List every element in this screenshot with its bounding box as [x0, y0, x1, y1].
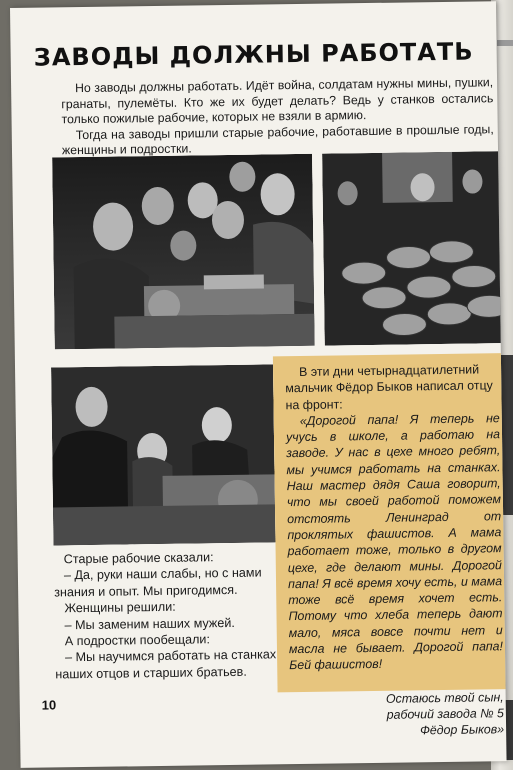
- signature-line: Фёдор Быков»: [419, 722, 505, 738]
- intro-paragraph-2: Тогда на заводы пришли старые рабочие, работавшие в прошлые годы, женщины и подростки.: [61, 121, 494, 158]
- dialogue-line: А подростки пообещали:: [64, 632, 210, 649]
- dialogue-line: – Мы научимся работать на станках наших отцов и старших братьев.: [55, 647, 277, 682]
- letter-signature: [290, 689, 505, 741]
- dialogue-line: Старые рабочие сказали:: [63, 550, 214, 567]
- dialogue-line: – Да, руки наши слабы, но с нами знания и опыт. Мы пригодимся.: [54, 565, 262, 600]
- signature-line: рабочий завода № 5: [386, 706, 504, 722]
- page-number: 10: [41, 697, 57, 713]
- intro-paragraph-1: Но заводы должны работать. Идёт война, солдатам нужны мины, пушки, гранаты, пулемёты. Кто же их будет делать? Ведь у станков остались только пожилые рабочие, которых не взяли в армию.: [61, 75, 494, 127]
- page-title: ЗАВОДЫ ДОЛЖНЫ РАБОТАТЬ: [33, 37, 474, 72]
- intro-text: [61, 75, 494, 159]
- dialogue-text: [54, 548, 288, 682]
- photo-factory-shells: [322, 151, 503, 345]
- dialogue-line: Женщины решили:: [64, 599, 176, 616]
- letter-lead: В эти дни четырнадцатилетний мальчик Фёдор Быков написал отцу на фронт:: [285, 362, 493, 412]
- signature-line: Остаюсь твой сын,: [385, 689, 504, 706]
- photo-boys-at-lathe: [52, 154, 315, 350]
- next-page-stripe: [497, 40, 513, 46]
- book-page: [10, 1, 507, 768]
- dialogue-line: – Мы заменим наших мужей.: [64, 615, 235, 632]
- photo-workers-at-machine: [51, 364, 275, 545]
- letter-quote: «Дорогой папа! Я теперь не учусь в школе, а работаю на заводе. У нас в цехе много ребят, мы учимся работать на станках. Наш мастер дядя Саша говорит, что мы своей работой поможем отстоять Ленинград от проклятых фашистов. А мама работает тоже, только в другом цехе, где делают мины. Дорогой папа! Я всё время хочу есть, и мама тоже всё время хочет есть. Потому что хлеба теперь дают мало, мяса вовсе почти нет и масла не бывает. Дорогой папа! Бей фашистов!: [285, 411, 504, 673]
- letter-box: [273, 353, 507, 738]
